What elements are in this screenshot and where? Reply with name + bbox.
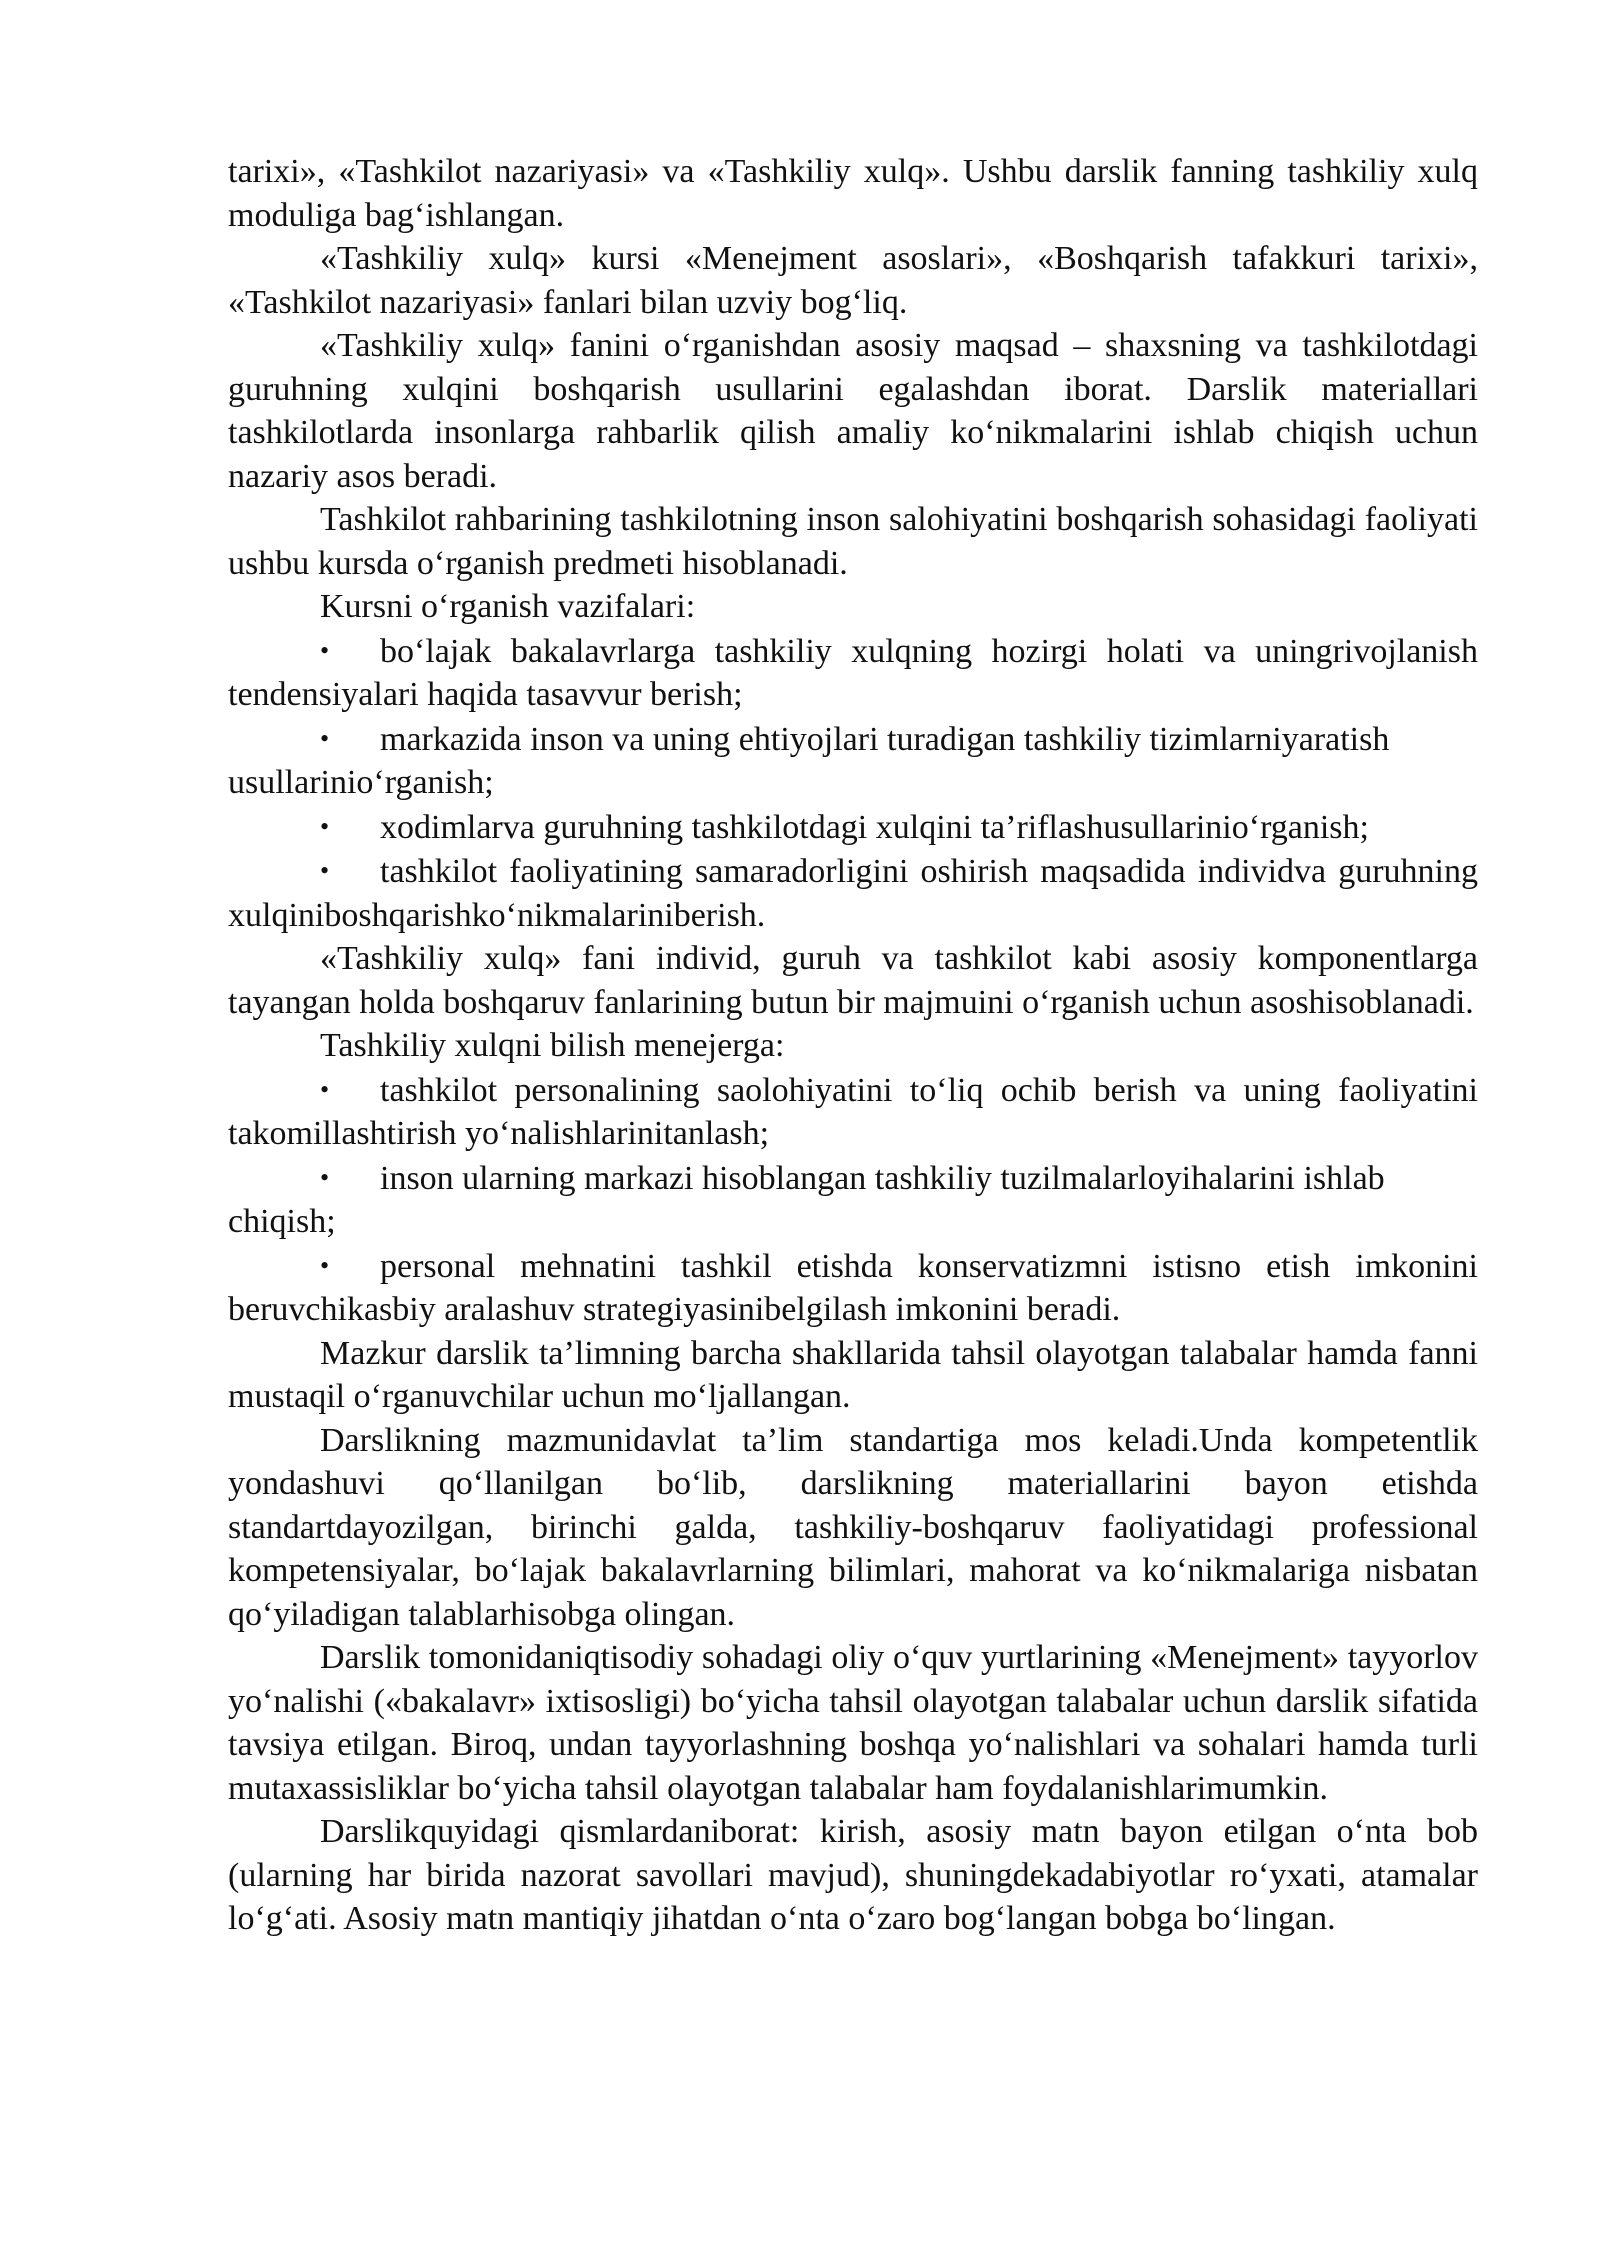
list-item-text: bo‘lajak bakalavrlarga tashkiliy xulqning hozirgi holati va uningrivojlanish tendensiyalari haqida tasavvur berish;	[228, 632, 1478, 713]
document-page	[228, 150, 1478, 1941]
bullet-icon: •	[320, 811, 330, 841]
paragraph: Darslikquyidagi qismlardaniborat: kirish, asosiy matn bayon etilgan o‘nta bob (ularning har birida nazorat savollari mavjud), shuningdekadabiyotlar ro‘yxati, atamalar lo‘g‘ati. Asosiy matn mantiqiy jihatdan o‘nta o‘zaro bog‘langan bobga bo‘lingan.	[228, 1813, 1478, 1937]
bullet-icon: •	[320, 723, 330, 753]
paragraph: «Tashkiliy xulq» kursi «Menejment asoslari», «Boshqarish tafakkuri tarixi», «Tashkilot nazariyasi» fanlari bilan uzviy bog‘liq.	[228, 240, 1478, 321]
list-item	[228, 1156, 1478, 1244]
bullet-icon: •	[320, 1074, 330, 1104]
bullet-icon: •	[320, 856, 330, 885]
bullet-icon: •	[320, 1162, 330, 1192]
paragraph: Darslik tomonidaniqtisodiy sohadagi oliy o‘quv yurtlarining «Menejment» tayyorlov yo‘nalishi («bakalavr» ixtisosligi) bo‘yicha tahsil olayotgan talabalar uchun darslik sifatida tavsiya etilgan. Biroq, undan tayyorlashning boshqa yo‘nalishlari va sohalari hamda turli mutaxassisliklar bo‘yicha tahsil olayotgan talabalar ham foydalanishlarimumkin.	[228, 1639, 1478, 1807]
manager-bullet-list	[228, 1068, 1478, 1332]
list-item-text: personal mehnatini tashkil etishda konservatizmni istisno etish imkonini beruvchikasbiy aralashuv strategiyasinibelgilash imkonini beradi.	[228, 1247, 1478, 1328]
list-item-text: xodimlarva guruhning tashkilotdagi xulqini ta’riflashusullarinio‘rganish;	[380, 808, 1369, 846]
list-item	[228, 1068, 1478, 1156]
paragraph: «Tashkiliy xulq» fani individ, guruh va tashkilot kabi asosiy komponentlarga tayangan holda boshqaruv fanlarining butun bir majmuini o‘rganish uchun asoshisoblanadi.	[228, 940, 1478, 1021]
list-item-text: tashkilot personalining saolohiyatini to‘liq ochib berish va uning faoliyatini takomillashtirish yo‘nalishlarinitanlash;	[228, 1071, 1478, 1152]
list-item-text: markazida inson va uning ehtiyojlari turadigan tashkiliy tizimlarniyaratish usullarinio‘rganish;	[228, 720, 1390, 801]
paragraph: Tashkilot rahbarining tashkilotning inson salohiyatini boshqarish sohasidagi faoliyati ushbu kursda o‘rganish predmeti hisoblanadi.	[228, 501, 1478, 582]
paragraph: Kursni o‘rganish vazifalari:	[320, 588, 696, 625]
list-item	[228, 805, 1478, 850]
paragraph: tarixi», «Tashkilot nazariyasi» va «Tashkiliy xulq». Ushbu darslik fanning tashkiliy xulq moduliga bag‘ishlangan.	[228, 153, 1478, 234]
list-item	[228, 629, 1478, 717]
list-item	[228, 717, 1478, 805]
tasks-bullet-list	[228, 629, 1478, 938]
paragraph: Tashkiliy xulqni bilish menejerga:	[320, 1027, 785, 1064]
list-item-text: inson ularning markazi hisoblangan tashkiliy tuzilmalarloyihalarini ishlab chiqish;	[228, 1159, 1385, 1240]
list-item	[228, 1244, 1478, 1332]
list-item	[228, 849, 1478, 937]
bullet-icon: •	[320, 635, 330, 665]
paragraph: Darslikning mazmunidavlat ta’lim standartiga mos keladi.Unda kompetentlik yondashuvi qo‘llanilgan bo‘lib, darslikning materiallarini bayon etishda standartdayozilgan, birinchi galda, tashkiliy-boshqaruv faoliyatidagi professional kompetensiyalar, bo‘lajak bakalavrlarning bilimlari, mahorat va ko‘nikmalariga nisbatan qo‘yiladigan talablarhisobga olingan.	[228, 1421, 1478, 1633]
paragraph: «Tashkiliy xulq» fanini o‘rganishdan asosiy maqsad – shaxsning va tashkilotdagi guruhning xulqini boshqarish usullarini egalashdan iborat. Darslik materiallari tashkilotlarda insonlarga rahbarlik qilish amaliy ko‘nikmalarini ishlab chiqish uchun nazariy asos beradi.	[228, 327, 1478, 495]
paragraph: Mazkur darslik ta’limning barcha shakllarida tahsil olayotgan talabalar hamda fanni mustaqil o‘rganuvchilar uchun mo‘ljallangan.	[228, 1334, 1478, 1415]
bullet-icon: •	[320, 1250, 330, 1280]
list-item-text: tashkilot faoliyatining samaradorligini oshirish maqsadida individva guruhning xulqiniboshqarishko‘nikmalariniberish.	[228, 853, 1478, 934]
